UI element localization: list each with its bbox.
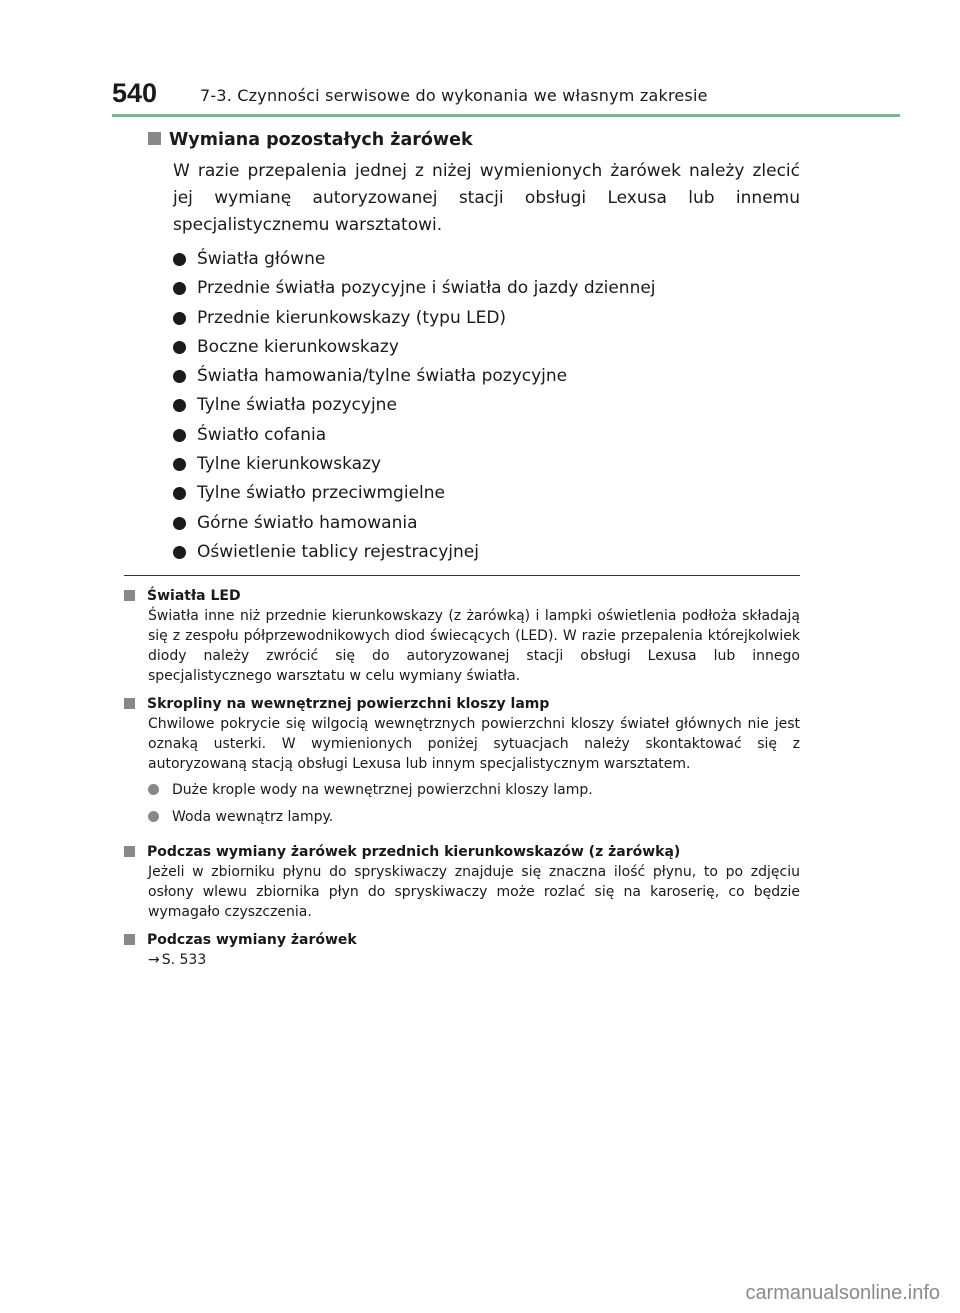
list-item: Oświetlenie tablicy rejestracyjnej	[173, 538, 800, 567]
list-item: Woda wewnątrz lampy.	[148, 807, 800, 834]
bullet-dot-icon	[173, 312, 186, 325]
bullet-dot-icon	[173, 517, 186, 530]
square-bullet-icon	[124, 590, 135, 601]
note-body: Jeżeli w zbiorniku płynu do spryskiwaczy znajduje się znaczna ilość płynu, to po zdjęciu osłony wlewu zbiornika płyn do spryskiwaczy może rozlać się na karoserię, co będzie wymagało czyszczenia.	[148, 864, 800, 920]
list-item: Przednie kierunkowskazy (typu LED)	[173, 304, 800, 333]
note-led	[124, 586, 800, 686]
arrow-right-icon: →	[148, 952, 160, 968]
bullet-dot-icon	[173, 487, 186, 500]
section-heading	[148, 130, 800, 150]
bullet-dot-icon	[148, 811, 159, 822]
bullet-dot-icon	[173, 429, 186, 442]
note-body: Światła inne niż przednie kierunkowskazy (z żarówką) i lampki oświetlenia podłoża składają się z zespołu półprzewodnikowych diod świecących (LED). W razie przepalenia którejkolwiek diody należy zwrócić się do autoryzowanej stacji obsługi Lexusa lub innego specjalistycznego warsztatu w celu wymiany światła.	[148, 608, 800, 684]
list-item: Światła główne	[173, 245, 800, 274]
note-bulb-replacement	[124, 930, 800, 970]
list-item: Światło cofania	[173, 421, 800, 450]
note-title: Skropliny na wewnętrznej powierzchni kloszy lamp	[124, 694, 800, 714]
list-item: Przednie światła pozycyjne i światła do jazdy dziennej	[173, 274, 800, 303]
page-reference[interactable]	[148, 950, 800, 970]
chapter-title: 7-3. Czynności serwisowe do wykonania we własnym zakresie	[200, 86, 708, 105]
list-item: Duże krople wody na wewnętrznej powierzchni kloszy lamp.	[148, 780, 800, 807]
bullet-dot-icon	[173, 399, 186, 412]
note-condensation	[124, 694, 800, 834]
bulb-list	[148, 245, 800, 567]
list-item: Boczne kierunkowskazy	[173, 333, 800, 362]
condensation-list	[148, 780, 800, 834]
square-bullet-icon	[124, 698, 135, 709]
bullet-dot-icon	[148, 784, 159, 795]
list-item: Tylne światła pozycyjne	[173, 391, 800, 420]
bullet-dot-icon	[173, 370, 186, 383]
header-divider	[112, 114, 900, 117]
main-section	[148, 130, 800, 567]
note-title: Podczas wymiany żarówek	[124, 930, 800, 950]
bullet-dot-icon	[173, 546, 186, 559]
square-bullet-icon	[124, 846, 135, 857]
note-front-turn-signals	[124, 842, 800, 922]
section-title-text: Wymiana pozostałych żarówek	[169, 130, 473, 150]
notes-section	[124, 586, 800, 978]
note-title: Światła LED	[124, 586, 800, 606]
bullet-dot-icon	[173, 458, 186, 471]
watermark: carmanualsonline.info	[745, 1282, 940, 1304]
square-bullet-icon	[148, 132, 161, 145]
square-bullet-icon	[124, 934, 135, 945]
list-item: Górne światło hamowania	[173, 509, 800, 538]
page-reference-text: S. 533	[161, 952, 207, 968]
bullet-dot-icon	[173, 253, 186, 266]
list-item: Tylne kierunkowskazy	[173, 450, 800, 479]
notes-divider	[124, 575, 800, 576]
note-body: Chwilowe pokrycie się wilgocią wewnętrznych powierzchni kloszy świateł głównych nie jest oznaką usterki. W wymienionych poniżej sytuacjach należy skontaktować się z autoryzowaną stacją obsługi Lexusa lub innym specjalistycznym warsztatem.	[148, 716, 800, 772]
list-item: Tylne światło przeciwmgielne	[173, 479, 800, 508]
page-number: 540	[112, 78, 158, 108]
section-intro: W razie przepalenia jednej z niżej wymienionych żarówek należy zlecić jej wymianę autoryzowanej stacji obsługi Lexusa lub innemu specjalistycznemu warsztatowi.	[173, 161, 800, 235]
list-item: Światła hamowania/tylne światła pozycyjne	[173, 362, 800, 391]
bullet-dot-icon	[173, 341, 186, 354]
note-title: Podczas wymiany żarówek przednich kierunkowskazów (z żarówką)	[124, 842, 800, 862]
bullet-dot-icon	[173, 282, 186, 295]
